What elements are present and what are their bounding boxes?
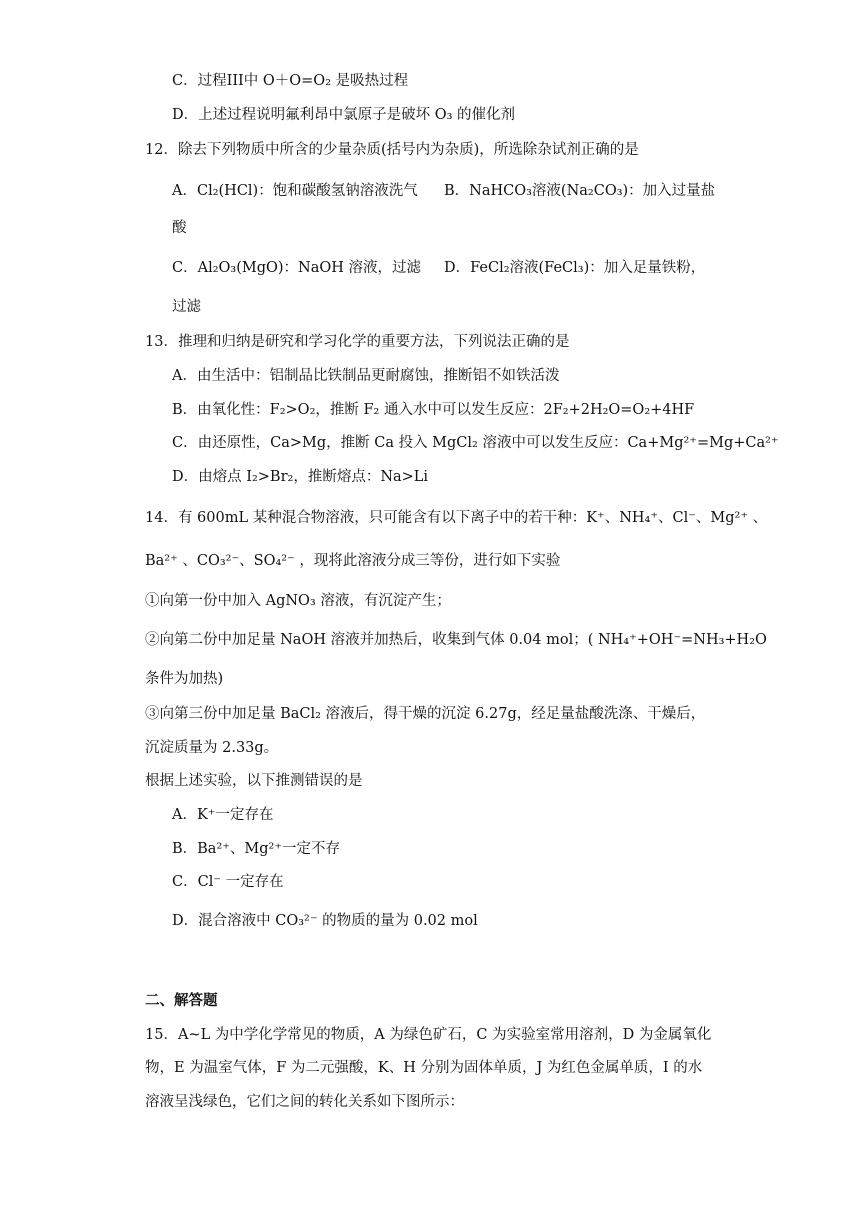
q12-option-b-cont: 酸 (172, 220, 187, 236)
q12-option-c: C．Al₂O₃(MgO)：NaOH 溶液，过滤 (172, 260, 422, 276)
q15-stem-cont-1: 物，E 为温室气体，F 为二元强酸，K、H 分别为固体单质，J 为红色金属单质，I 的水 (145, 1060, 703, 1076)
q14-option-a: A．K⁺一定存在 (172, 807, 274, 823)
q12-option-a: A．Cl₂(HCl)：饱和碳酸氢钠溶液洗气 (172, 183, 418, 199)
q14-option-c: C．Cl⁻ 一定存在 (172, 874, 284, 890)
q13-option-d: D．由熔点 I₂>Br₂，推断熔点：Na>Li (172, 469, 429, 485)
q14-step-1: ①向第一份中加入 AgNO₃ 溶液，有沉淀产生； (145, 593, 451, 609)
q14-stem-cont: Ba²⁺ 、CO₃²⁻、SO₄²⁻ ，现将此溶液分成三等份，进行如下实验 (145, 553, 561, 569)
section-heading: 二、解答题 (145, 992, 218, 1009)
q15-stem: 15．A~L 为中学化学常见的物质，A 为绿色矿石，C 为实验室常用溶剂，D 为金属氧化 (145, 1027, 712, 1043)
q14-step-3: ③向第三份中加足量 BaCl₂ 溶液后，得干燥的沉淀 6.27g，经足量盐酸洗涤、干燥后， (145, 706, 706, 722)
q11-option-c: C．过程III中 O＋O=O₂ 是吸热过程 (172, 73, 409, 89)
q13-stem: 13．推理和归纳是研究和学习化学的重要方法，下列说法正确的是 (145, 334, 570, 350)
q14-step-2-cont: 条件为加热) (145, 671, 224, 687)
q12-option-b: B．NaHCO₃溶液(Na₂CO₃)：加入过量盐 (444, 183, 716, 199)
q12-stem: 12．除去下列物质中所含的少量杂质(括号内为杂质)，所选除杂试剂正确的是 (145, 142, 639, 158)
q11-option-d: D．上述过程说明氟利昂中氯原子是破坏 O₃ 的催化剂 (172, 107, 516, 123)
q13-option-a: A．由生活中：铝制品比铁制品更耐腐蚀，推断铝不如铁活泼 (172, 368, 560, 384)
q12-option-d: D．FeCl₂溶液(FeCl₃)：加入足量铁粉， (444, 260, 706, 276)
q14-stem: 14．有 600mL 某种混合物溶液，只可能含有以下离子中的若干种：K⁺、NH₄⁺、Cl⁻、Mg²⁺ 、 (145, 510, 768, 526)
q15-stem-cont-2: 溶液呈浅绿色，它们之间的转化关系如下图所示： (145, 1094, 464, 1110)
q14-step-3-cont: 沉淀质量为 2.33g。 (145, 740, 279, 756)
q14-option-b: B．Ba²⁺、Mg²⁺一定不存 (172, 841, 341, 857)
q13-option-c: C．由还原性，Ca>Mg，推断 Ca 投入 MgCl₂ 溶液中可以发生反应：Ca+Mg²⁺=Mg+Ca²⁺ (172, 435, 779, 451)
q13-option-b: B．由氧化性：F₂>O₂，推断 F₂ 通入水中可以发生反应：2F₂+2H₂O=O₂+4HF (172, 402, 695, 418)
q14-question: 根据上述实验，以下推测错误的是 (145, 773, 363, 789)
q14-option-d: D．混合溶液中 CO₃²⁻ 的物质的量为 0.02 mol (172, 913, 478, 929)
q14-step-2: ②向第二份中加足量 NaOH 溶液并加热后，收集到气体 0.04 mol；( NH₄⁺+OH⁻=NH₃+H₂O (145, 632, 767, 648)
q12-option-d-cont: 过滤 (172, 299, 201, 315)
